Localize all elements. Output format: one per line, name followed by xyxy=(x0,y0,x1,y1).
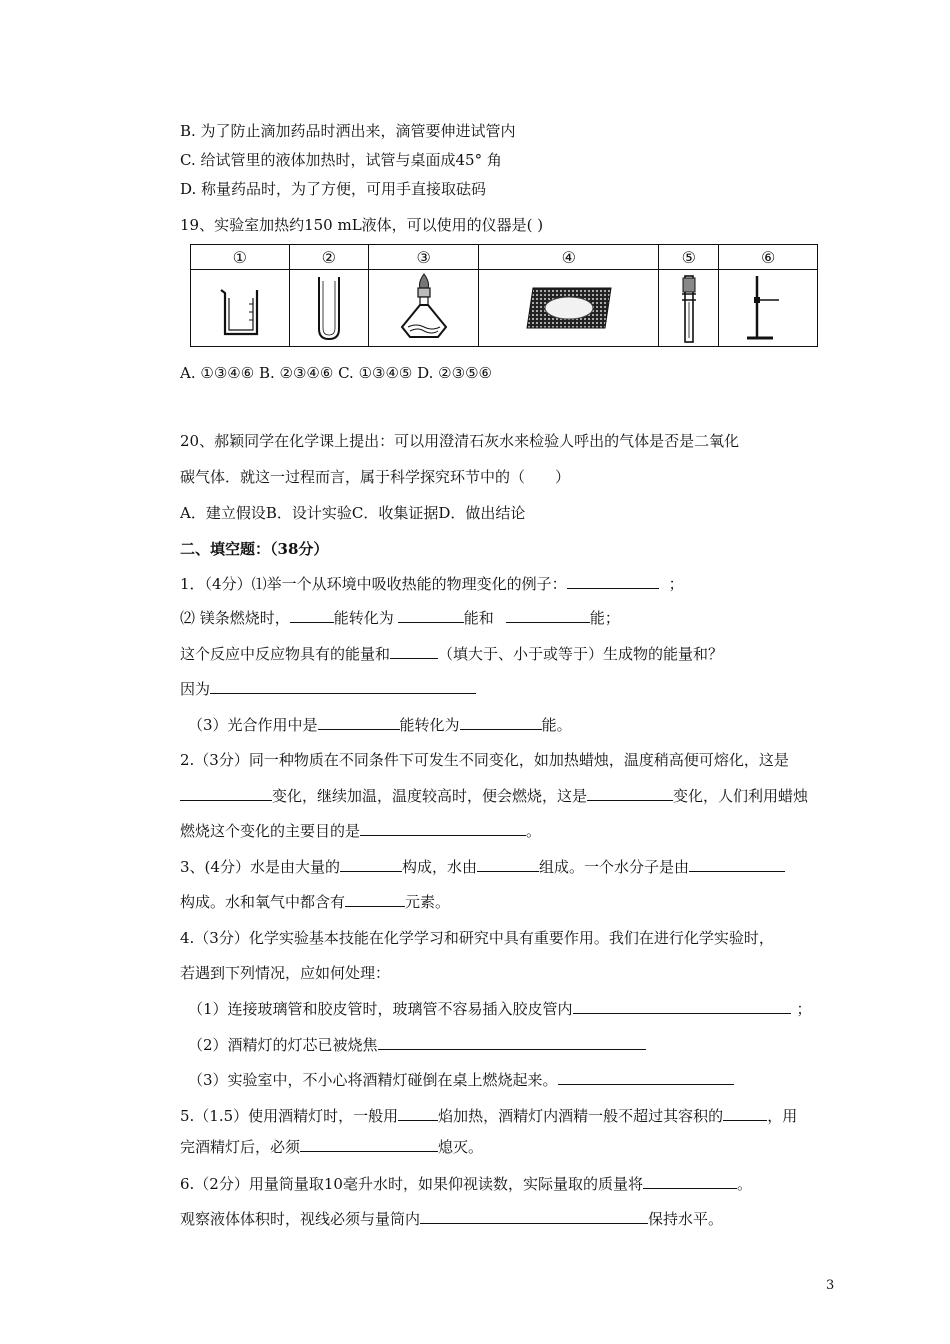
f4-item-1: （1）连接玻璃管和胶皮管时，玻璃管不容易插入胶皮管内 ； xyxy=(188,1000,812,1018)
f1-part-3: 这个反应中反应物具有的能量和 （填大于、小于或等于）生成物的能量和？ xyxy=(180,645,724,663)
q20-line-2: 碳气体．就这一过程而言，属于科学探究环节中的（ ） xyxy=(180,468,571,486)
answer-blank[interactable] xyxy=(210,679,476,694)
apparatus-cell-4 xyxy=(479,270,659,347)
answer-blank[interactable] xyxy=(573,999,791,1014)
answer-blank[interactable] xyxy=(587,786,673,801)
answer-blank[interactable] xyxy=(300,1137,438,1152)
asbestos-gauze-icon xyxy=(523,285,615,331)
apparatus-number-4: ④ xyxy=(479,245,659,270)
page-number: 3 xyxy=(826,1278,835,1293)
apparatus-cell-6 xyxy=(719,270,818,347)
answer-blank[interactable] xyxy=(567,574,659,589)
answer-blank[interactable] xyxy=(477,857,539,872)
q19-option-c: C. ①③④⑤ xyxy=(338,364,413,382)
q19-option-d: D. ②③⑤⑥ xyxy=(417,364,492,382)
apparatus-number-3: ③ xyxy=(369,245,479,270)
answer-blank[interactable] xyxy=(340,857,402,872)
f1-part-4: 因为 xyxy=(180,679,476,699)
f6-line-2: 观察液体体积时，视线必须与量筒内 保持水平。 xyxy=(180,1210,724,1228)
q18-option-d: D. 称量药品时，为了方便，可用手直接取砝码 xyxy=(180,180,487,198)
answer-blank[interactable] xyxy=(643,1174,737,1189)
answer-blank[interactable] xyxy=(420,1209,648,1224)
f1-part-2: ⑵ 镁条燃烧时， 能转化为 能和 能； xyxy=(180,609,620,627)
answer-blank[interactable] xyxy=(378,1035,646,1050)
iron-stand-icon xyxy=(743,272,793,344)
apparatus-table xyxy=(190,244,818,347)
q19-option-b: B. ②③④⑥ xyxy=(258,364,334,382)
alcohol-lamp-icon xyxy=(396,271,452,345)
answer-blank[interactable] xyxy=(398,608,464,623)
f2-line-3: 燃烧这个变化的主要目的是 。 xyxy=(180,822,542,840)
f6-line-1: 6.（2分）用量筒量取10毫升水时，如果仰视读数，实际量取的质量将 。 xyxy=(180,1175,752,1193)
q19-options xyxy=(180,363,492,383)
q20-option-c: C．收集证据 xyxy=(351,504,439,522)
answer-blank[interactable] xyxy=(180,786,272,801)
q20-options xyxy=(180,503,525,523)
answer-blank[interactable] xyxy=(398,1106,438,1121)
f4-item-2: （2）酒精灯的灯芯已被烧焦 xyxy=(188,1035,646,1055)
q18-option-b: B. 为了防止滴加药品时洒出来，滴管要伸进试管内 xyxy=(180,122,516,140)
answer-blank[interactable] xyxy=(689,857,785,872)
f4-line-1: 4.（3分）化学实验基本技能在化学学习和研究中具有重要作用。我们在进行化学实验时， xyxy=(180,929,774,947)
q18-option-c: C. 给试管里的液体加热时，试管与桌面成45° 角 xyxy=(180,151,502,169)
f5-line-1: 5.（1.5）使用酒精灯时，一般用 焰加热，酒精灯内酒精一般不超过其容积的 ，用 xyxy=(180,1107,798,1125)
section-2-title: 二、填空题：（38分） xyxy=(180,540,329,558)
answer-blank[interactable] xyxy=(345,892,405,907)
apparatus-number-2: ② xyxy=(289,245,368,270)
f1-part-5: （3）光合作用中是 能转化为 能。 xyxy=(188,716,572,734)
q19-option-a: A. ①③④⑥ xyxy=(180,364,255,382)
f4-line-2: 若遇到下列情况，应如何处理： xyxy=(180,964,391,982)
answer-blank[interactable] xyxy=(506,608,590,623)
q20-option-a: A．建立假设 xyxy=(180,504,266,522)
answer-blank[interactable] xyxy=(558,1070,734,1085)
q19-stem: 19、实验室加热约150 mL液体，可以使用的仪器是( ) xyxy=(180,216,544,234)
apparatus-cell-2 xyxy=(289,270,368,347)
apparatus-cell-5 xyxy=(659,270,719,347)
f3-line-2: 构成。水和氧气中都含有 元素。 xyxy=(180,893,451,911)
test-tube-icon xyxy=(309,273,349,343)
answer-blank[interactable] xyxy=(390,644,438,659)
f5-line-2: 完酒精灯后，必须 熄灭。 xyxy=(180,1138,484,1156)
f2-line-2: 变化，继续加温，温度较高时，便会燃烧，这是 变化，人们利用蜡烛 xyxy=(180,786,808,806)
f1-part-1: 1．（4分）⑴举一个从环境中吸收热能的物理变化的例子： ； xyxy=(180,575,684,593)
q20-option-d: D．做出结论 xyxy=(438,504,526,522)
test-tube-clamp-icon xyxy=(674,272,704,344)
q20-line-1: 20、郝颖同学在化学课上提出：可以用澄清石灰水来检验人呼出的气体是否是二氧化 xyxy=(180,432,740,450)
answer-blank[interactable] xyxy=(290,608,334,623)
apparatus-number-6: ⑥ xyxy=(719,245,818,270)
apparatus-number-5: ⑤ xyxy=(659,245,719,270)
apparatus-number-1: ① xyxy=(191,245,290,270)
f4-item-3: （3）实验室中，不小心将酒精灯碰倒在桌上燃烧起来。 xyxy=(188,1070,734,1090)
answer-blank[interactable] xyxy=(318,715,400,730)
apparatus-cell-1 xyxy=(191,270,290,347)
answer-blank[interactable] xyxy=(723,1106,767,1121)
apparatus-cell-3 xyxy=(369,270,479,347)
f3-line-1: 3、(4分）水是由大量的 构成，水由 组成。一个水分子是由 xyxy=(180,857,785,877)
answer-blank[interactable] xyxy=(460,715,542,730)
f2-line-1: 2.（3分）同一种物质在不同条件下可发生不同变化，如加热蜡烛，温度稍高便可熔化，这是 xyxy=(180,751,789,769)
answer-blank[interactable] xyxy=(360,821,526,836)
beaker-icon xyxy=(215,276,265,340)
q20-option-b: B．设计实验 xyxy=(265,504,352,522)
